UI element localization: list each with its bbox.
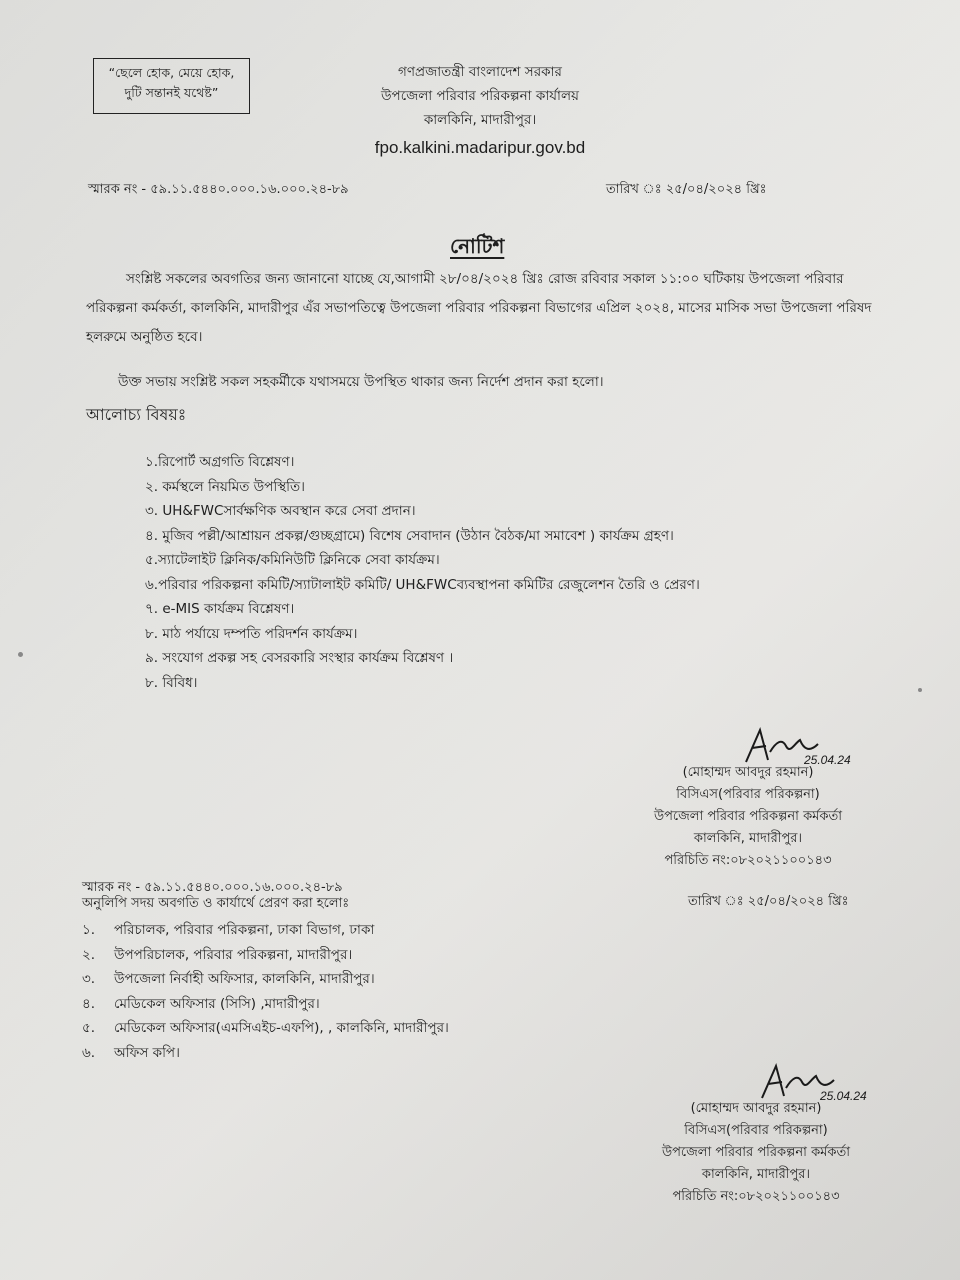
- copy-ref: স্মারক নং - ৫৯.১১.৫৪৪০.০০০.১৬.০০০.২৪-৮৯: [82, 880, 343, 895]
- topic-item: ৮. মাঠ পর্যায়ে দম্পতি পরিদর্শন কার্যক্রম।: [145, 625, 358, 642]
- recipient-item: ৪. মেডিকেল অফিসার (সিসি) ,মাদারীপুর।: [82, 995, 320, 1012]
- topic-item: ৯. সংযোগ প্রকল্প সহ বেসরকারি সংস্থার কার্যক্রম বিশ্লেষণ ।: [145, 650, 454, 666]
- memo-ref: স্মারক নং - ৫৯.১১.৫৪৪০.০০০.১৬.০০০.২৪-৮৯: [88, 182, 349, 197]
- recipient-item: ৩. উপজেলা নির্বাহী অফিসার, কালকিনি, মাদারীপুর।: [82, 971, 375, 987]
- copy-date: তারিখ ঃ ২৫/০৪/২০২৪ খ্রিঃ: [688, 894, 849, 909]
- topic-item: ৭. e-MIS কার্যক্রম বিশ্লেষণ।: [145, 601, 295, 617]
- slogan-line-2: দুটি সন্তানই যথেষ্ট”: [124, 85, 219, 100]
- signatory-id: পরিচিতি নং:০৮২০২১১০০১৪৩: [664, 853, 832, 868]
- topic-item: ৫.স্যাটেলাইট ক্লিনিক/কমিনিউটি ক্লিনিকে সেবা কার্যক্রম।: [145, 552, 440, 568]
- signature-date-2: 25.04.24: [820, 1089, 867, 1103]
- memo-date: তারিখ ঃ ২৫/০৪/২০২৪ খ্রিঃ: [606, 182, 767, 197]
- topics-heading: আলোচ্য বিষয়ঃ: [86, 405, 187, 424]
- topic-item: ২. কর্মস্থলে নিয়মিত উপস্থিতি।: [145, 478, 305, 495]
- notice-paragraph-1: সংশ্লিষ্ট সকলের অবগতির জন্য জানানো যাচ্ছে যে,আগামী ২৮/০৪/২০২৪ খ্রিঃ রোজ রবিবার সকাল ১১:০০ ঘটিকায় উপজেলা পরিবার পরিকল্পনা কর্মকর্তা, কালকিনি, মাদারীপুর এঁর সভাপতিত্বে উপজেলা পরিবার পরিকল্পনা বিভাগের এপ্রিল ২০২৪, মাসের মাসিক সভা উপজেলা পরিষদ হলরুমে অনুষ্ঠিত হবে।: [86, 271, 872, 345]
- signatory-name: (মোহাম্মদ আবদুর রহমান): [682, 765, 814, 780]
- office-header: [360, 60, 600, 160]
- paper-speck: [18, 652, 23, 657]
- slogan-line-1: “ছেলে হোক, মেয়ে হোক,: [108, 65, 235, 80]
- topic-item: ৩. UH&FWCসার্বক্ষণিক অবস্থান করে সেবা প্রদান।: [145, 503, 416, 519]
- slogan-box: [93, 58, 250, 114]
- recipient-item: ২. উপপরিচালক, পরিবার পরিকল্পনা, মাদারীপুর।: [82, 946, 353, 963]
- signatory-cadre: বিসিএস(পরিবার পরিকল্পনা): [684, 1123, 828, 1138]
- header-government: গণপ্রজাতন্ত্রী বাংলাদেশ সরকার: [398, 64, 562, 80]
- header-location: কালকিনি, মাদারীপুর।: [423, 112, 537, 128]
- topic-item: ৮. বিবিধ।: [145, 674, 198, 691]
- signatory-designation: উপজেলা পরিবার পরিকল্পনা কর্মকর্তা: [653, 809, 843, 824]
- topic-item: ৬.পরিবার পরিকল্পনা কমিটি/স্যাটালাইট কমিটি/ UH&FWCব্যবস্থাপনা কমিটির রেজুলেশন তৈরি ও প্রেরণ।: [145, 576, 700, 593]
- signatory-designation: উপজেলা পরিবার পরিকল্পনা কর্মকর্তা: [661, 1145, 851, 1160]
- topic-item: ১.রিপোর্ট অগ্রগতি বিশ্লেষণ।: [145, 454, 295, 470]
- notice-paragraph-2: উক্ত সভায় সংশ্লিষ্ট সকল সহকর্মীকে যথাসময়ে উপস্থিত থাকার জন্য নির্দেশ প্রদান করা হলো।: [118, 374, 604, 390]
- notice-title: নোটিশ: [450, 234, 505, 258]
- copy-intro: অনুলিপি সদয় অবগতি ও কার্যার্থে প্রেরণ করা হলোঃ: [82, 896, 350, 911]
- signatory-block-2: [636, 1098, 876, 1208]
- signatory-location: কালকিনি, মাদারীপুর।: [701, 1167, 811, 1182]
- signatory-block-1: [628, 762, 868, 872]
- signatory-name: (মোহাম্মদ আবদুর রহমান): [690, 1101, 822, 1116]
- recipient-item: ৬. অফিস কপি।: [82, 1044, 180, 1061]
- copy-recipient-list: [82, 918, 449, 1065]
- signatory-id: পরিচিতি নং:০৮২০২১১০০১৪৩: [672, 1189, 840, 1204]
- topic-item: ৪. মুজিব পল্লী/আশ্রায়ন প্রকল্প/গুচ্ছগ্রামে) বিশেষ সেবাদান (উঠান বৈঠক/মা সমাবেশ ) কার্যক্রম গ্রহণ।: [145, 527, 674, 544]
- recipient-item: ৫. মেডিকেল অফিসার(এমসিএইচ-এফপি), , কালকিনি, মাদারীপুর।: [82, 1020, 449, 1036]
- paper-speck: [918, 688, 922, 692]
- signatory-cadre: বিসিএস(পরিবার পরিকল্পনা): [676, 787, 820, 802]
- header-office: উপজেলা পরিবার পরিকল্পনা কার্যালয়: [381, 88, 579, 104]
- signatory-location: কালকিনি, মাদারীপুর।: [693, 831, 803, 846]
- signature-date-1: 25.04.24: [804, 753, 851, 767]
- header-website: fpo.kalkini.madaripur.gov.bd: [374, 138, 586, 157]
- topics-list: [145, 450, 700, 695]
- recipient-item: ১. পরিচালক, পরিবার পরিকল্পনা, ঢাকা বিভাগ, ঢাকা: [82, 922, 375, 938]
